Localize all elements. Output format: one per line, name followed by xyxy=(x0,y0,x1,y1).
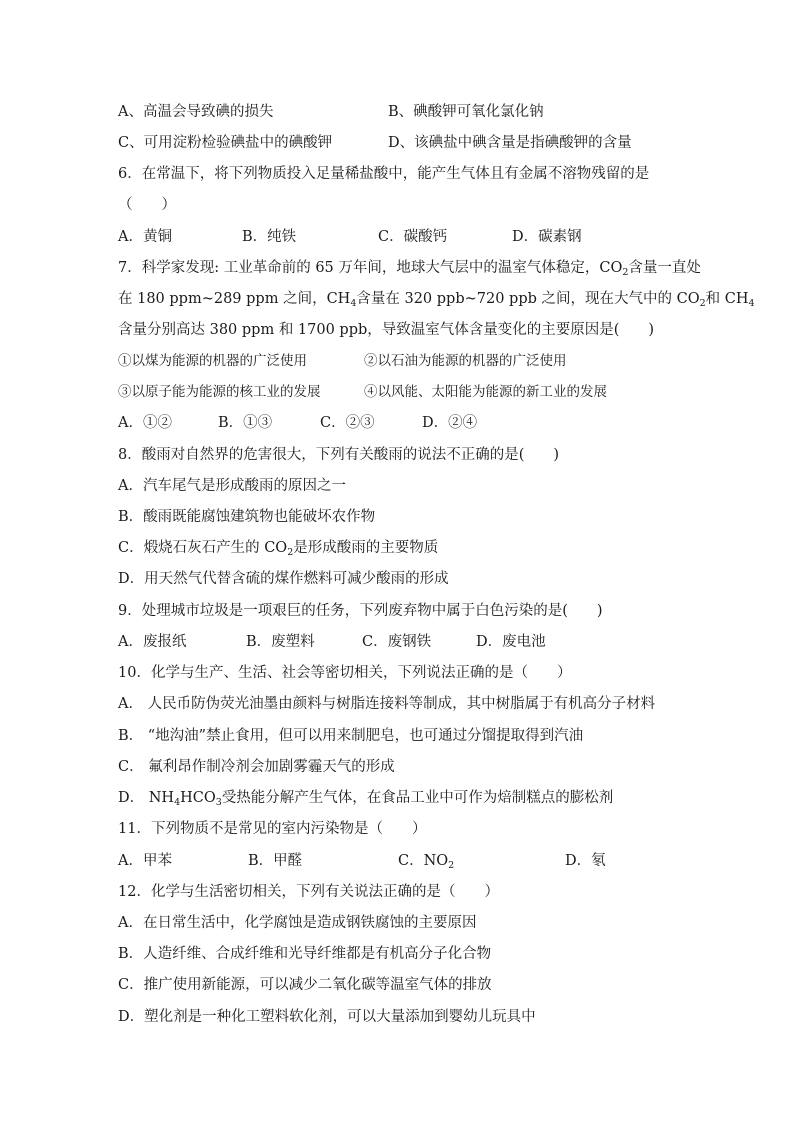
q12-option-b: B．人造纤维、合成纤维和光导纤维都是有机高分子化合物 xyxy=(118,946,492,962)
q6-option-c: C．碳酸钙 xyxy=(378,229,448,245)
q10-option-a: A． 人民币防伪荧光油墨由颜料与树脂连接料等制成，其中树脂属于有机高分子材料 xyxy=(118,696,656,712)
q7-option-d: D．②④ xyxy=(422,415,478,431)
q7-option-b: B．①③ xyxy=(218,415,273,431)
q9-stem: 9．处理城市垃圾是一项艰巨的任务，下列废弃物中属于白色污染的是( ) xyxy=(118,603,603,619)
q5-option-d: D、该碘盐中碘含量是指碘酸钾的含量 xyxy=(388,135,632,151)
q5-option-b: B、碘酸钾可氧化氯化钠 xyxy=(388,104,544,120)
q8-option-b: B．酸雨既能腐蚀建筑物也能破坏农作物 xyxy=(118,509,376,525)
q6-stem: 6．在常温下，将下列物质投入足量稀盐酸中，能产生气体且有金属不溶物残留的是 xyxy=(118,166,650,182)
q5-option-c: C、可用淀粉检验碘盐中的碘酸钾 xyxy=(118,135,333,151)
q10-text: 受热能分解产生气体，在食品工业中可作为焙制糕点的膨松剂 xyxy=(221,790,614,806)
q7-subscript: 2 xyxy=(622,267,629,278)
q7-option-c: C．②③ xyxy=(320,415,375,431)
q12-option-d: D．塑化剂是一种化工塑料软化剂，可以大量添加到婴幼儿玩具中 xyxy=(118,1009,536,1025)
q10-option-b: B． “地沟油”禁止食用，但可以用来制肥皂，也可通过分馏提取得到汽油 xyxy=(118,728,584,744)
q7-subscript: 4 xyxy=(350,298,357,309)
q10-option-d xyxy=(118,788,613,808)
q6-option-a: A．黄铜 xyxy=(118,229,172,245)
q10-stem: 10．化学与生产、生活、社会等密切相关，下列说法正确的是（ ） xyxy=(118,665,572,681)
q7-statement-4: ④以风能、太阳能为能源的新工业的发展 xyxy=(364,384,607,400)
q7-text: 含量在 320 ppb~720 ppb 之间，现在大气中的 CO xyxy=(356,291,700,307)
q8-stem: 8．酸雨对自然界的危害很大，下列有关酸雨的说法不正确的是( ) xyxy=(118,447,560,463)
q11-option-d: D．氡 xyxy=(565,853,606,869)
q10-option-c: C． 氟利昂作制冷剂会加剧雾霾天气的形成 xyxy=(118,759,395,775)
q11-option-b: B．甲醛 xyxy=(248,853,303,869)
q12-stem: 12．化学与生活密切相关，下列有关说法正确的是（ ） xyxy=(118,884,499,900)
q7-option-a: A．①② xyxy=(118,415,172,431)
q12-option-c: C．推广使用新能源，可以减少二氧化碳等温室气体的排放 xyxy=(118,977,492,993)
q12-option-a: A．在日常生活中，化学腐蚀是造成钢铁腐蚀的主要原因 xyxy=(118,915,477,931)
q7-statement-1: ①以煤为能源的机器的广泛使用 xyxy=(118,353,307,369)
q8-option-c xyxy=(118,538,438,558)
q8-text: 是形成酸雨的主要物质 xyxy=(293,540,439,556)
q11-option-a: A．甲苯 xyxy=(118,853,172,869)
q5-option-a: A、高温会导致碘的损失 xyxy=(118,104,274,120)
q6-paren: （ ） xyxy=(118,197,176,213)
q10-text: HCO xyxy=(180,790,216,806)
q7-subscript: 4 xyxy=(748,298,755,309)
q9-option-c: C．废钢铁 xyxy=(362,634,432,650)
q7-stem-line-1 xyxy=(118,258,701,278)
q6-option-b: B．纯铁 xyxy=(242,229,297,245)
q9-option-b: B．废塑料 xyxy=(246,634,315,650)
q11-stem: 11．下列物质不是常见的室内污染物是（ ） xyxy=(118,821,427,837)
q7-text: 含量一直处 xyxy=(628,260,701,276)
q10-subscript: 3 xyxy=(215,797,222,808)
q7-stem-line-3: 含量分别高达 380 ppm 和 1700 ppb，导致温室气体含量变化的主要原因是( ) xyxy=(118,322,655,338)
q8-text: C．煅烧石灰石产生的 CO xyxy=(118,540,288,556)
q8-option-a: A．汽车尾气是形成酸雨的原因之一 xyxy=(118,478,346,494)
q11-text: C．NO xyxy=(398,853,449,869)
q11-option-c xyxy=(398,851,454,871)
q7-statement-3: ③以原子能为能源的核工业的发展 xyxy=(118,384,321,400)
q9-option-d: D．废电池 xyxy=(476,634,546,650)
q10-text: D． NH xyxy=(118,790,175,806)
q11-subscript: 2 xyxy=(448,860,455,871)
q10-subscript: 4 xyxy=(174,797,181,808)
q6-option-d: D．碳素钢 xyxy=(512,229,582,245)
q7-text: 和 CH xyxy=(705,291,749,307)
q7-stem-line-2 xyxy=(118,289,755,309)
q8-option-d: D．用天然气代替含硫的煤作燃料可减少酸雨的形成 xyxy=(118,571,449,587)
q7-text: 7．科学家发现: 工业革命前的 65 万年间，地球大气层中的温室气体稳定，CO xyxy=(118,260,623,276)
q7-statement-2: ②以石油为能源的机器的广泛使用 xyxy=(364,353,567,369)
q8-subscript: 2 xyxy=(287,547,294,558)
q7-text: 在 180 ppm~289 ppm 之间，CH xyxy=(118,291,351,307)
q9-option-a: A．废报纸 xyxy=(118,634,187,650)
q7-subscript: 2 xyxy=(699,298,706,309)
